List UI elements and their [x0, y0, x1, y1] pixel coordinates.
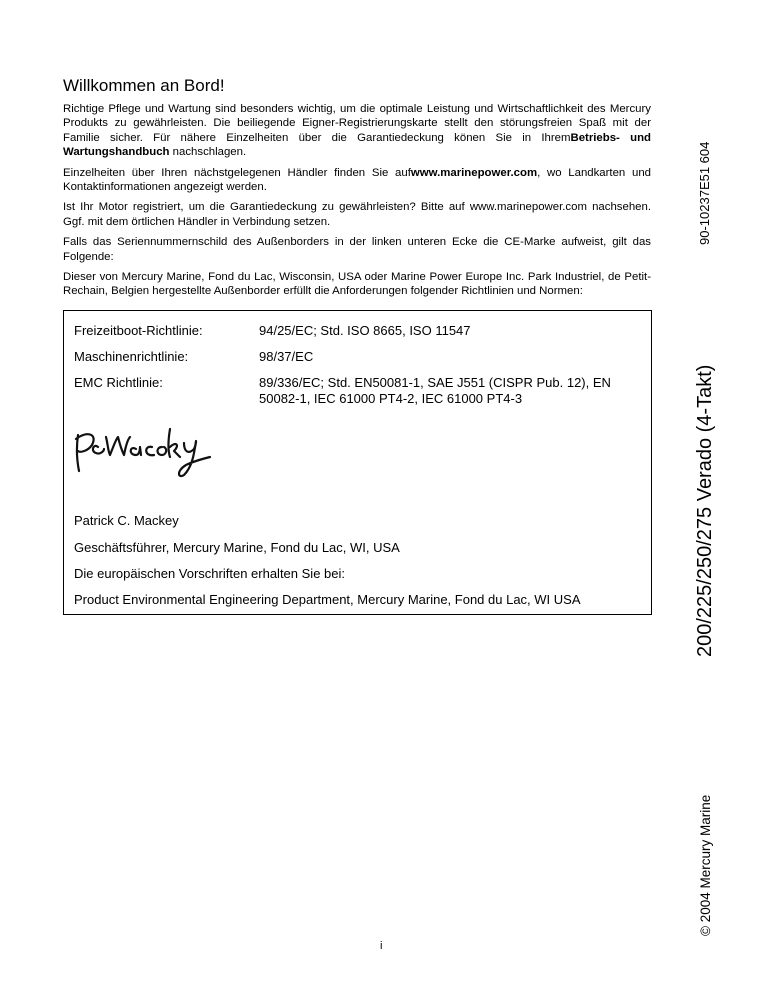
copyright-notice: © 2004 Mercury Marine: [698, 794, 713, 936]
welcome-section: [63, 76, 651, 305]
signatory-name: Patrick C. Mackey: [74, 513, 179, 528]
model-title: 200/225/250/275 Verado (4-Takt): [694, 364, 716, 657]
manual-reference: Betriebs- und Wartungshandbuch: [63, 131, 651, 159]
paragraph-registration: Ist Ihr Motor registriert, um die Garantiedeckung zu gewährleisten? Bitte auf www.marinepower.com nachsehen. Ggf. mit dem örtlichen Händler in Verbindung setzen.: [63, 201, 651, 228]
paragraph-ce-mark: Falls das Seriennummernschild des Außenborders in der linken unteren Ecke die CE-Marke aufweist, gilt das Folgende:: [63, 236, 651, 263]
declaration-box: [63, 310, 652, 615]
directive-label: EMC Richtlinie:: [74, 375, 163, 390]
paragraph-dealer-text: Einzelheiten über Ihren nächstgelegenen Händler finden Sie auf: [63, 166, 411, 179]
paragraph-conformity: Dieser von Mercury Marine, Fond du Lac, Wisconsin, USA oder Marine Power Europe Inc. Park Industriel, de Petit-Rechain, Belgien hergestellte Außenborder erfüllt die Anforderungen folgender Richtlinien und Normen:: [63, 271, 651, 298]
paragraph-dealer-end: , wo Landkarten und Kontaktinformationen angezeigt werden.: [63, 166, 651, 194]
website-link[interactable]: www.marinepower.com: [410, 166, 538, 179]
paragraph-care-end: nachschlagen.: [169, 146, 247, 159]
document-number: 90-10237E51 604: [697, 141, 712, 245]
paragraph-dealer: [63, 166, 651, 195]
paragraph-care-text: Richtige Pflege und Wartung sind besonders wichtig, um die optimale Leistung und Wirtschaftlichkeit des Mercury Produkts zu gewährleisten. Die beiliegende Eigner-Registrierungskarte stellt den störungsfreien Spaß mit der Familie sicher. Für nähere Einzelheiten über die Garantiedeckung könen Sie in Ihrem: [63, 103, 651, 144]
directive-label: Freizeitboot-Richtlinie:: [74, 323, 203, 338]
directive-value: 98/37/EC: [259, 349, 314, 364]
regulations-note: Die europäischen Vorschriften erhalten Sie bei:: [74, 566, 345, 581]
signature-image: [70, 415, 230, 485]
directive-label: Maschinenrichtlinie:: [74, 349, 189, 364]
department-address: Product Environmental Engineering Department, Mercury Marine, Fond du Lac, WI USA: [74, 592, 581, 607]
signatory-position: Geschäftsführer, Mercury Marine, Fond du Lac, WI, USA: [74, 540, 400, 555]
directive-value: 89/336/EC; Std. EN50081-1, SAE J551 (CISPR Pub. 12), EN 50082-1, IEC 61000 PT4-2, IEC 61000 PT4-3: [259, 375, 611, 406]
page-title: Willkommen an Bord!: [63, 76, 225, 95]
page-number: i: [380, 940, 383, 952]
directive-value: 94/25/EC; Std. ISO 8665, ISO 11547: [259, 323, 471, 338]
paragraph-care: [63, 102, 651, 160]
